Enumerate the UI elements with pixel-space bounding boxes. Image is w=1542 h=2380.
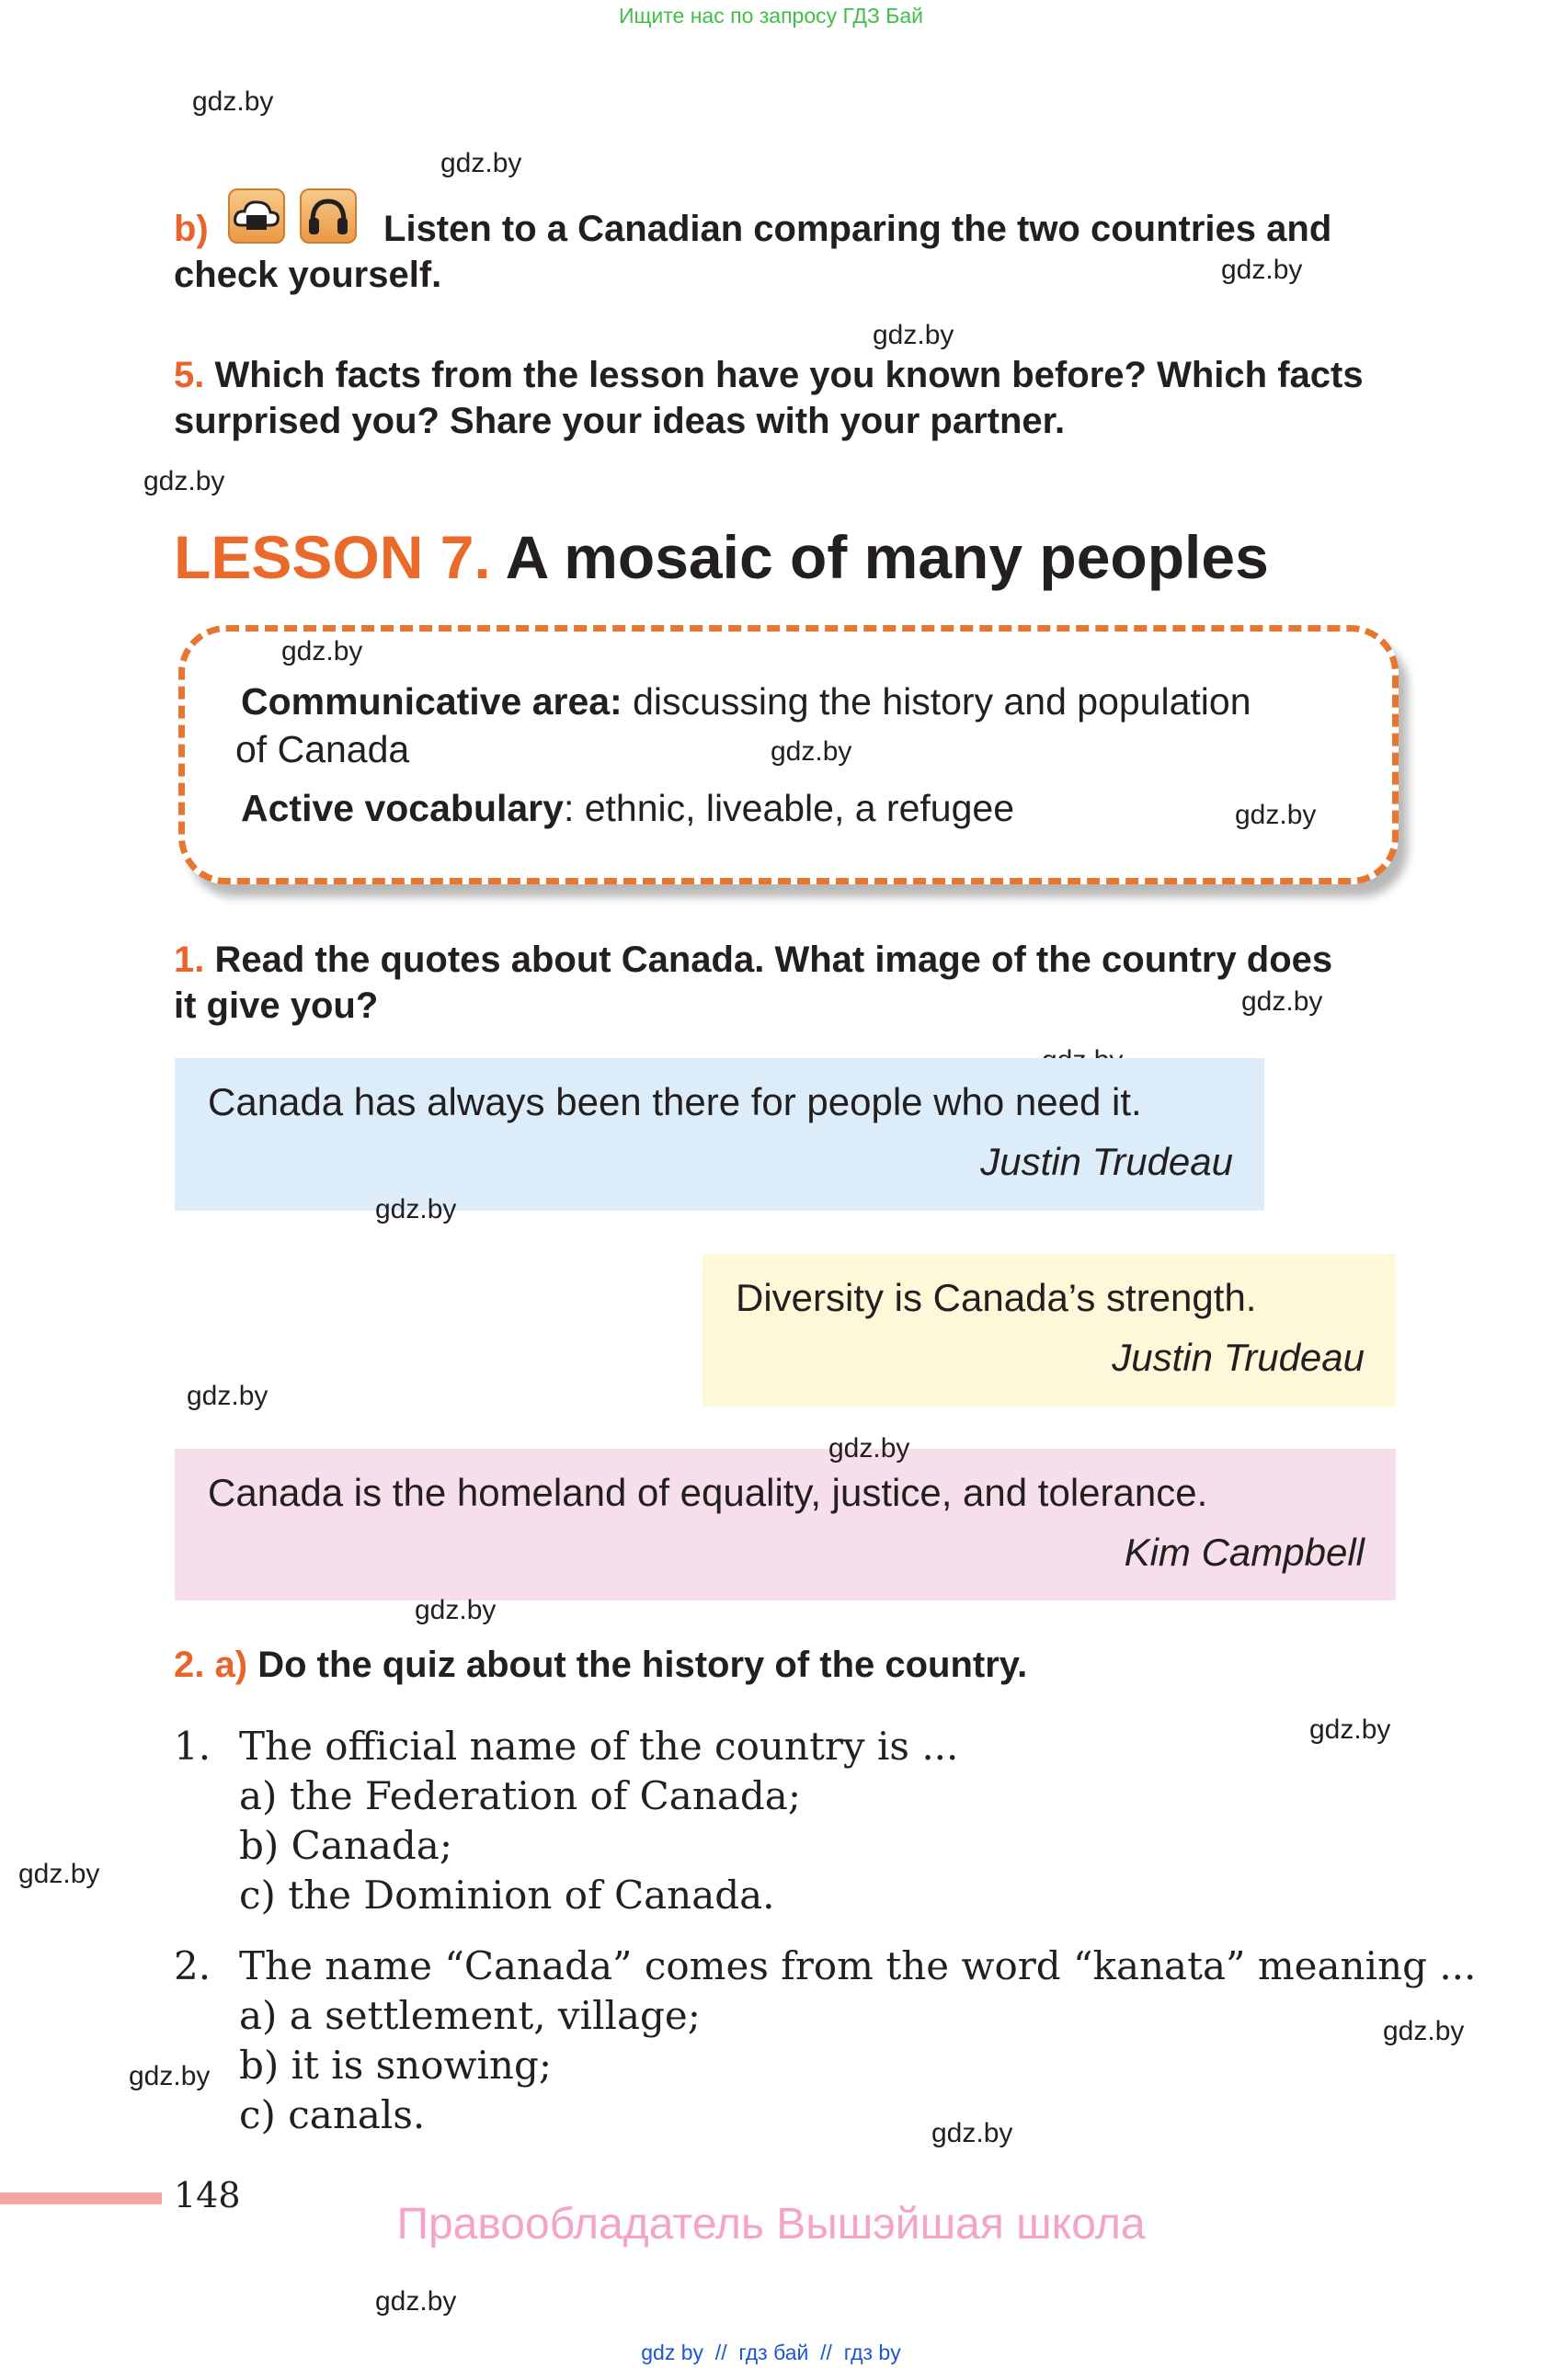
answer-option: b) Canada; (239, 1823, 452, 1868)
watermark: gdz.by (281, 636, 363, 666)
task-number: 1. (174, 939, 205, 980)
active-vocabulary-text: : ethnic, liveable, a refugee (563, 787, 1014, 829)
page-number: 148 (174, 2175, 241, 2215)
quote-author: Justin Trudeau (980, 1140, 1233, 1183)
task-5 (174, 352, 1406, 444)
communicative-area-text: of Canada (235, 728, 410, 770)
quiz-question (174, 1942, 1476, 2140)
quiz-question (174, 1722, 958, 1920)
watermark: gdz.by (1241, 986, 1323, 1017)
watermark: gdz.by (1383, 2016, 1465, 2046)
quote-text: Diversity is Canada’s strength. (736, 1276, 1257, 1319)
lesson-title (174, 522, 1269, 592)
watermark: gdz.by (873, 320, 954, 350)
communicative-area-label: Communicative area: (241, 680, 623, 723)
quote-text: Canada has always been there for people who need it. (208, 1080, 1142, 1123)
top-banner: Ищите нас по запросу ГДЗ Бай (618, 4, 924, 28)
communicative-area-text: discussing the history and population (633, 680, 1251, 723)
cloud-disc-icon[interactable] (228, 188, 285, 244)
watermark: gdz.by (375, 2286, 457, 2317)
lesson-name: A mosaic of many peoples (505, 523, 1269, 591)
task-text: Listen to a Canadian comparing the two countries and (383, 209, 1332, 249)
answer-option: a) the Federation of Canada; (239, 1773, 801, 1818)
task-1 (174, 937, 1406, 1029)
communicative-area (241, 678, 1251, 725)
watermark: gdz.by (1221, 255, 1303, 285)
task-4b (174, 206, 1395, 298)
quote-author: Justin Trudeau (1112, 1336, 1365, 1379)
quote-card (175, 1058, 1264, 1211)
answer-option: a) a settlement, village; (239, 1993, 701, 2038)
watermark: gdz.by (187, 1381, 268, 1411)
task-2a (174, 1642, 1027, 1688)
task-text: Do the quiz about the history of the country. (257, 1645, 1028, 1685)
watermark: gdz.by (192, 86, 274, 117)
question-text: The name “Canada” comes from the word “kanata” meaning ... (239, 1943, 1477, 1988)
task-number: 2. (174, 1645, 205, 1685)
task-text: surprised you? Share your ideas with your partner. (174, 401, 1066, 441)
question-number: 1. (174, 1724, 211, 1769)
task-letter: a) (214, 1645, 248, 1685)
watermark: gdz.by (415, 1595, 497, 1625)
watermark: gdz.by (143, 466, 225, 496)
watermark: gdz.by (828, 1433, 910, 1463)
quote-text: Canada is the homeland of equality, justice, and tolerance. (208, 1471, 1208, 1514)
watermark: gdz.by (1235, 800, 1317, 830)
quote-card (175, 1449, 1396, 1600)
watermark: gdz.by (1309, 1714, 1391, 1745)
active-vocabulary (241, 784, 1014, 832)
task-text: check yourself. (174, 255, 442, 295)
question-number: 2. (174, 1943, 211, 1988)
answer-option: c) canals. (239, 2092, 426, 2137)
task-number: 5. (174, 355, 205, 395)
task-text: Which facts from the lesson have you known before? Which facts (214, 355, 1364, 395)
task-letter: b) (174, 209, 209, 249)
answer-option: c) the Dominion of Canada. (239, 1873, 775, 1918)
watermark: gdz.by (771, 736, 852, 767)
quote-card (702, 1254, 1396, 1406)
watermark: gdz.by (931, 2118, 1013, 2148)
lesson-label: LESSON 7. (174, 523, 491, 591)
question-text: The official name of the country is ... (239, 1724, 959, 1769)
watermark: gdz.by (129, 2061, 211, 2091)
answer-option: b) it is snowing; (239, 2043, 552, 2088)
watermark: gdz.by (440, 148, 522, 178)
headphones-icon[interactable] (300, 188, 357, 244)
copyright-notice: Правообладатель Вышэйшая школа (396, 2200, 1146, 2249)
watermark: gdz.by (18, 1859, 100, 1889)
active-vocabulary-label: Active vocabulary (241, 787, 564, 829)
watermark: gdz.by (375, 1194, 457, 1224)
quote-author: Kim Campbell (1124, 1531, 1365, 1574)
task-text: it give you? (174, 985, 379, 1026)
bottom-links[interactable]: gdz by // гдз бай // гдз by (641, 2340, 901, 2364)
task-text: Read the quotes about Canada. What image of the country does (214, 939, 1333, 980)
